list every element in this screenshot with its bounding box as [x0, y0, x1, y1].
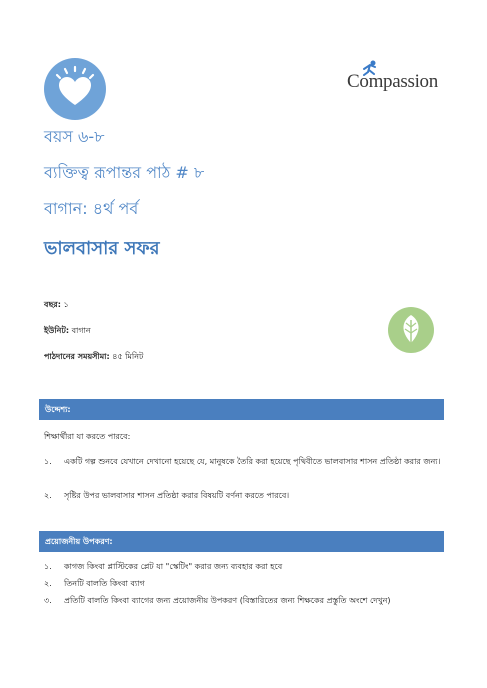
- leaf-badge-icon: [388, 307, 434, 353]
- list-item: [44, 594, 444, 608]
- heart-badge-icon: [44, 58, 106, 120]
- list-item: [44, 560, 444, 574]
- objectives-heading: উদ্দেশ্য:: [39, 399, 444, 420]
- year-row: [44, 299, 69, 312]
- materials-list: [44, 560, 444, 608]
- compassion-logo: [347, 62, 438, 93]
- year-label: বছর:: [44, 300, 61, 309]
- unit-value: বাগান: [71, 326, 91, 335]
- materials-heading: প্রয়োজনীয় উপকরণ:: [39, 531, 444, 552]
- item-number: ১.: [44, 562, 52, 571]
- item-number: ২.: [44, 491, 52, 500]
- age-range: বয়স ৬-৮: [44, 127, 105, 146]
- year-value: ১: [63, 300, 69, 309]
- item-number: ৩.: [44, 596, 52, 605]
- item-text: একটি গল্প শুনবে যেখানে দেখানো হয়েছে যে, মানুষকে তৈরি করা হয়েছে পৃথিবীতে ভালবাসার শাসন প্রতিষ্ঠা করার জন্য।: [64, 457, 441, 466]
- item-number: ১.: [44, 457, 52, 466]
- objectives-intro: শিক্ষার্থীরা যা করতে পারবে:: [44, 432, 131, 441]
- time-label: পাঠদানের সময়সীমা:: [44, 352, 110, 361]
- brand-name: Compassion: [347, 71, 438, 92]
- item-text: কাগজ কিংবা প্লাস্টিকের প্লেট যা "স্কেটিং" করার জন্য ব্যবহার করা হবে: [64, 562, 283, 571]
- page-title: ভালবাসার সফর: [44, 238, 160, 259]
- item-number: ২.: [44, 579, 52, 588]
- item-text: সৃষ্টির উপর ভালবাসার শাসন প্রতিষ্ঠা করার বিষয়টি বর্ণনা করতে পারবে।: [64, 491, 290, 500]
- time-row: [44, 351, 143, 364]
- runner-icon: [361, 60, 379, 76]
- leaf-icon: [388, 307, 434, 353]
- heart-icon: [44, 58, 106, 120]
- item-text: তিনটি বালতি কিংবা ব্যাগ: [64, 579, 145, 588]
- list-item: [44, 455, 444, 485]
- unit-row: [44, 325, 91, 338]
- garden-part: বাগান: ৪র্থ পর্ব: [44, 199, 139, 218]
- unit-label: ইউনিট:: [44, 326, 70, 335]
- time-value: ৪৫ মিনিট: [112, 352, 144, 361]
- objectives-list: [44, 455, 444, 503]
- item-text: প্রতিটি বালতি কিংবা ব্যাগের জন্য প্রয়োজনীয় উপকরণ (বিস্তারিতের জন্য শিক্ষকের প্রস্তুতি অংশে দেখুন): [64, 596, 391, 605]
- lesson-number: ব্যক্তিত্ব রূপান্তর পাঠ # ৮: [44, 163, 205, 182]
- list-item: [44, 577, 444, 591]
- list-item: [44, 489, 444, 503]
